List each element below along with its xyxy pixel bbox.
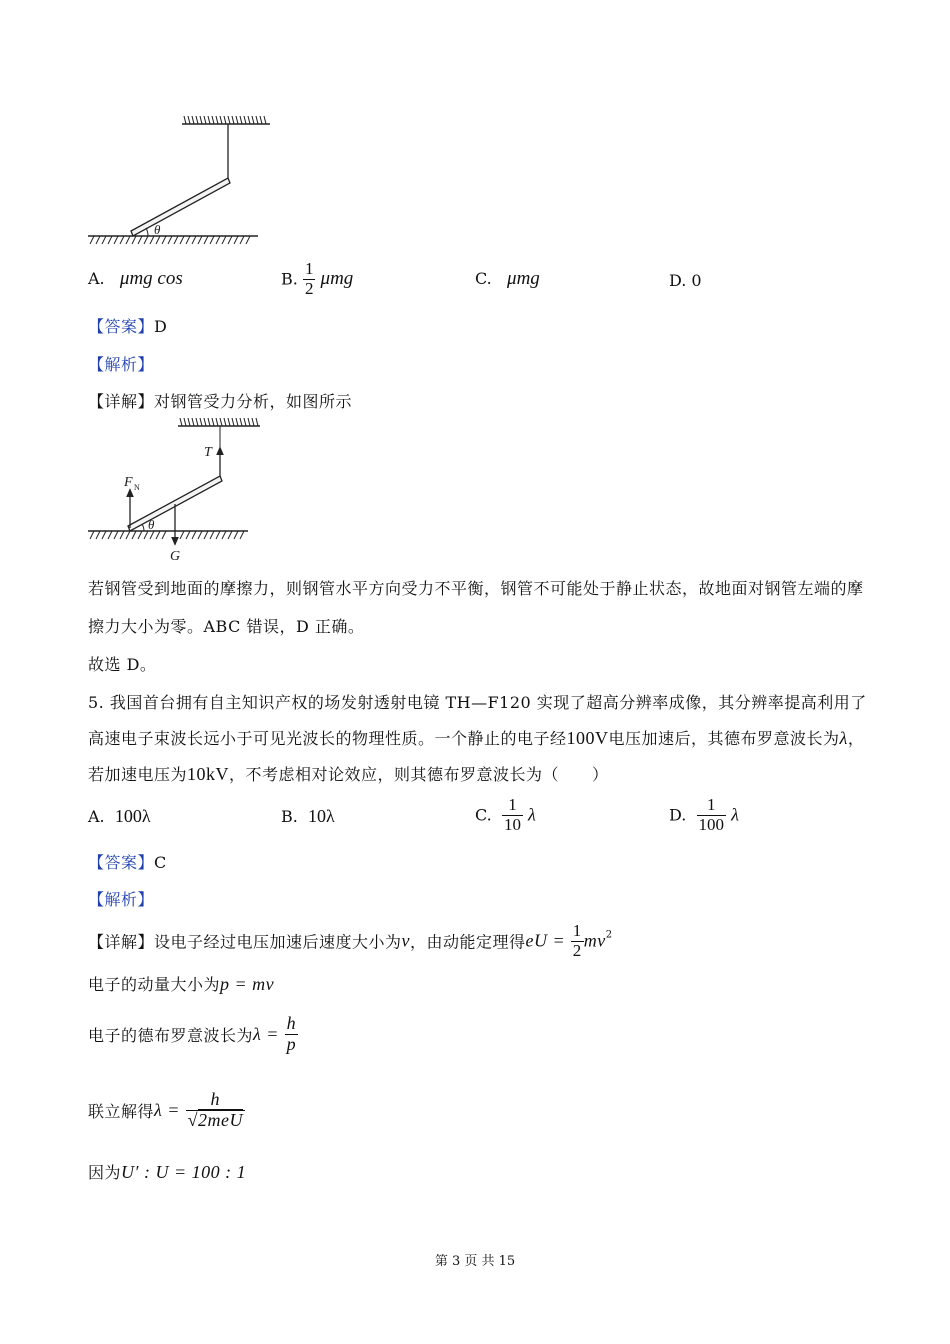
page-footer: 第 3 页 共 15 — [434, 1254, 516, 1269]
q5-stem-line1: 5. 我国首台拥有自主知识产权的场发射透射电镜 TH—F120 实现了超高分辨率成像，其分辨率提高利用了 — [88, 693, 867, 712]
fig2-normal-subscript: N — [134, 483, 140, 492]
q5-detail-line: 【详解】设电子经过电压加速后速度大小为v，由动能定理得eU = $\frac{1}{2}$ $mv^2$ — [88, 921, 613, 960]
momentum-line: 电子的动量大小为p = mv — [88, 974, 275, 994]
fig1-theta: θ — [154, 222, 161, 237]
q5-option-a: A. 100λ — [88, 806, 151, 826]
q4-option-b: B. $\frac{1}{2}$ μmg — [281, 259, 354, 298]
q4-answer: 【答案】D — [88, 317, 168, 336]
q4-option-a: A. μmg cos — [88, 268, 183, 289]
fig2-tension-label: T — [204, 445, 212, 460]
q5-stem-line2: 高速电子束波长远小于可见光波长的物理性质。一个静止的电子经100V电压加速后，其德布罗意波长为λ， — [88, 728, 865, 748]
q5-option-c: C. $\frac{1}{10}$ λ — [475, 795, 536, 834]
q5-stem-line3: 若加速电压为10kV，不考虑相对论效应，则其德布罗意波长为（ ） — [88, 764, 609, 784]
q4-explanation-line1: 若钢管受到地面的摩擦力，则钢管水平方向受力不平衡，钢管不可能处于静止状态，故地面对钢管左端的摩 — [88, 579, 864, 598]
q4-option-c: C. μmg — [475, 268, 540, 289]
fig2-normal-label: F — [124, 475, 133, 490]
q5-analysis-heading: 【解析】 — [88, 890, 155, 909]
q4-explanation-line2: 擦力大小为零。ABC 错误，D 正确。 — [88, 617, 365, 636]
q4-option-d: D. 0 — [669, 271, 702, 290]
q4-analysis-heading: 【解析】 — [88, 355, 155, 374]
solve-line: 联立解得λ = $\frac{h}{\text{√2meU}}$ — [88, 1089, 243, 1130]
q5-answer: 【答案】C — [88, 853, 167, 872]
q4-detail: 【详解】对钢管受力分析，如图所示 — [88, 392, 353, 411]
ratio-line: 因为U′ : U = 100 : 1 — [88, 1162, 247, 1182]
fig2-gravity-label: G — [170, 549, 181, 564]
figure-pipe-hanging — [80, 110, 280, 250]
figure-force-diagram — [80, 412, 280, 568]
q5-option-b: B. 10λ — [281, 806, 335, 826]
q5-option-d: D. $\frac{1}{100}$ λ — [669, 795, 739, 834]
fig2-theta: θ — [148, 517, 155, 532]
debroglie-line: 电子的德布罗意波长为λ = $\frac{h}{p}$ — [88, 1013, 297, 1054]
q4-conclusion: 故选 D。 — [88, 655, 157, 674]
